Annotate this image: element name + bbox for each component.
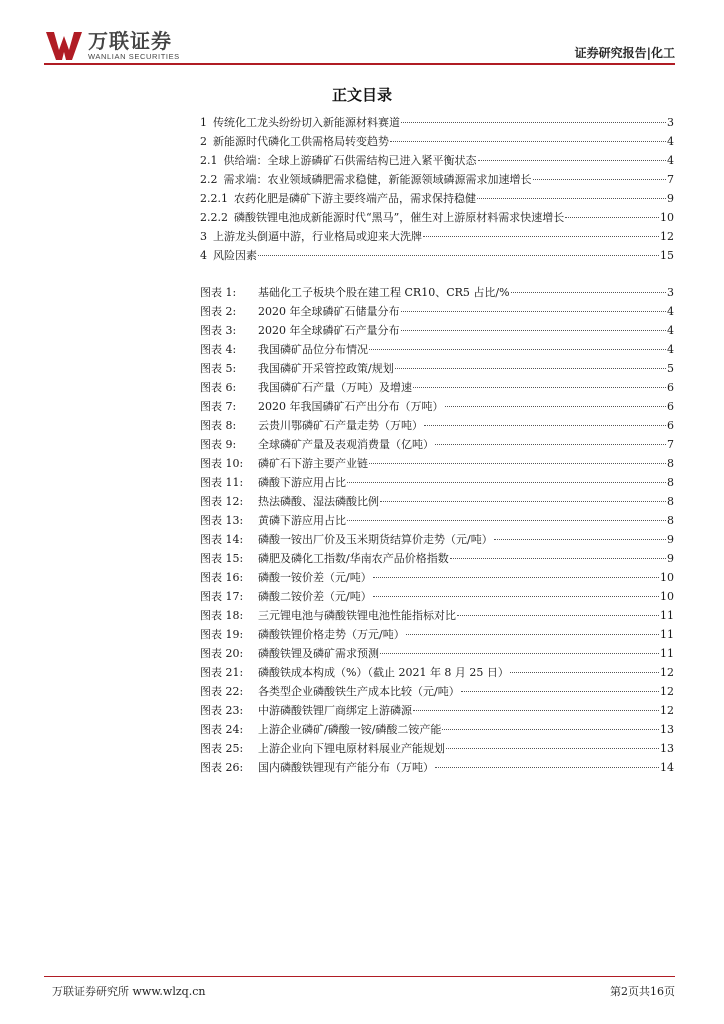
leader-dots xyxy=(435,767,659,768)
leader-dots xyxy=(477,198,666,199)
figure-entry[interactable] xyxy=(200,549,674,569)
figure-title: 2020 年全球磷矿石储量分布 xyxy=(258,305,400,318)
footer-source: 万联证券研究所 www.wlzq.cn xyxy=(52,985,206,998)
figure-entry[interactable] xyxy=(200,378,674,398)
figure-title: 磷酸一铵出厂价及玉米期货结算价走势（元/吨） xyxy=(258,533,493,546)
figure-entry[interactable] xyxy=(200,644,674,664)
company-logo xyxy=(44,28,180,62)
figure-entry[interactable] xyxy=(200,682,674,702)
page-number: 8 xyxy=(667,457,674,470)
leader-dots xyxy=(511,292,666,293)
header-divider xyxy=(44,63,675,65)
page-number: 8 xyxy=(667,476,674,489)
figure-label: 图表 5: xyxy=(200,362,237,375)
leader-dots xyxy=(565,217,659,218)
figure-title: 热法磷酸、湿法磷酸比例 xyxy=(258,495,379,508)
page-number: 7 xyxy=(667,438,674,451)
page-number: 4 xyxy=(667,135,674,148)
toc-entry[interactable] xyxy=(200,151,674,171)
page-number: 11 xyxy=(660,609,674,622)
figure-entry[interactable] xyxy=(200,701,674,721)
figure-title: 我国磷矿石产量（万吨）及增速 xyxy=(258,381,412,394)
leader-dots xyxy=(533,179,667,180)
figure-entry[interactable] xyxy=(200,321,674,341)
toc-entry[interactable] xyxy=(200,189,674,209)
leader-dots xyxy=(369,463,666,464)
figure-label: 图表 17: xyxy=(200,590,244,603)
figure-title: 磷酸铁成本构成（%）（截止 2021 年 8 月 25 日） xyxy=(258,666,509,679)
figure-label: 图表 4: xyxy=(200,343,237,356)
logo-chinese-name: 万联证券 xyxy=(88,28,172,53)
leader-dots xyxy=(478,160,667,161)
section-title: 农药化肥是磷矿下游主要终端产品，需求保持稳健 xyxy=(234,192,476,205)
section-title: 上游龙头倒逼中游，行业格局或迎来大洗牌 xyxy=(213,230,422,243)
figure-title: 磷肥及磷化工指数/华南农产品价格指数 xyxy=(258,552,449,565)
leader-dots xyxy=(413,710,659,711)
leader-dots xyxy=(373,596,659,597)
leader-dots xyxy=(424,425,666,426)
figure-entry[interactable] xyxy=(200,359,674,379)
figure-entry[interactable] xyxy=(200,625,674,645)
leader-dots xyxy=(347,520,666,521)
page-header xyxy=(0,0,724,70)
figure-title: 各类型企业磷酸铁生产成本比较（元/吨） xyxy=(258,685,460,698)
figure-title: 三元锂电池与磷酸铁锂电池性能指标对比 xyxy=(258,609,456,622)
figure-label: 图表 22: xyxy=(200,685,244,698)
figure-entry[interactable] xyxy=(200,435,674,455)
toc-entry[interactable] xyxy=(200,208,674,228)
figure-label: 图表 12: xyxy=(200,495,244,508)
figure-entry[interactable] xyxy=(200,720,674,740)
page-number: 3 xyxy=(667,116,674,129)
page-number: 13 xyxy=(660,723,674,736)
footer-page-count: 第2页共16页 xyxy=(610,985,675,998)
figure-label: 图表 7: xyxy=(200,400,237,413)
page-number: 6 xyxy=(667,381,674,394)
toc-entry[interactable] xyxy=(200,246,674,266)
figure-entry[interactable] xyxy=(200,397,674,417)
leader-dots xyxy=(446,748,659,749)
leader-dots xyxy=(435,444,666,445)
logo-english-name: WANLIAN SECURITIES xyxy=(88,51,180,61)
figure-label: 图表 16: xyxy=(200,571,244,584)
figure-title: 2020 年全球磷矿石产量分布 xyxy=(258,324,400,337)
figure-label: 图表 3: xyxy=(200,324,237,337)
page-number: 15 xyxy=(660,249,674,262)
section-title: 磷酸铁锂电池成新能源时代“黑马”，催生对上游原材料需求快速增长 xyxy=(234,211,565,224)
leader-dots xyxy=(413,387,666,388)
figure-entry[interactable] xyxy=(200,454,674,474)
section-number: 2.2.2 xyxy=(200,211,228,224)
figure-label: 图表 19: xyxy=(200,628,244,641)
figure-title: 磷酸铁锂及磷矿需求预测 xyxy=(258,647,379,660)
section-number: 4 xyxy=(200,249,207,262)
figure-entry[interactable] xyxy=(200,587,674,607)
leader-dots xyxy=(442,729,659,730)
page-number: 9 xyxy=(667,533,674,546)
leader-dots xyxy=(369,349,666,350)
page-number: 4 xyxy=(667,324,674,337)
leader-dots xyxy=(406,634,659,635)
page-number: 4 xyxy=(667,154,674,167)
figure-entry[interactable] xyxy=(200,568,674,588)
figure-entry[interactable] xyxy=(200,758,674,778)
leader-dots xyxy=(401,311,667,312)
figure-title: 2020 年我国磷矿石产出分布（万吨） xyxy=(258,400,444,413)
figure-title: 我国磷矿品位分布情况 xyxy=(258,343,368,356)
figure-title: 黄磷下游应用占比 xyxy=(258,514,346,527)
figure-label: 图表 11: xyxy=(200,476,244,489)
page-number: 9 xyxy=(667,552,674,565)
figure-title: 磷酸下游应用占比 xyxy=(258,476,346,489)
figure-label: 图表 20: xyxy=(200,647,244,660)
page-number: 11 xyxy=(660,628,674,641)
page-number: 8 xyxy=(667,514,674,527)
page-number: 7 xyxy=(667,173,674,186)
figure-title: 全球磷矿产量及表观消费量（亿吨） xyxy=(258,438,434,451)
page-number: 11 xyxy=(660,647,674,660)
figure-entry[interactable] xyxy=(200,302,674,322)
section-number: 2.2.1 xyxy=(200,192,228,205)
leader-dots xyxy=(450,558,666,559)
figure-label: 图表 1: xyxy=(200,286,237,299)
figure-title: 磷酸一铵价差（元/吨） xyxy=(258,571,372,584)
page-number: 10 xyxy=(660,571,674,584)
figure-label: 图表 6: xyxy=(200,381,237,394)
page-number: 3 xyxy=(667,286,674,299)
figure-entry[interactable] xyxy=(200,530,674,550)
section-title: 新能源时代磷化工供需格局转变趋势 xyxy=(213,135,389,148)
page-number: 6 xyxy=(667,419,674,432)
toc-entry[interactable] xyxy=(200,170,674,190)
figure-entry[interactable] xyxy=(200,739,674,759)
page-number: 13 xyxy=(660,742,674,755)
figure-title: 磷酸二铵价差（元/吨） xyxy=(258,590,372,603)
figure-title: 磷酸铁锂价格走势（万元/吨） xyxy=(258,628,405,641)
page-number: 12 xyxy=(660,685,674,698)
figure-entry[interactable] xyxy=(200,473,674,493)
leader-dots xyxy=(457,615,659,616)
section-number: 1 xyxy=(200,116,207,129)
figure-entry[interactable] xyxy=(200,416,674,436)
leader-dots xyxy=(461,691,659,692)
figure-entry[interactable] xyxy=(200,340,674,360)
page-number: 10 xyxy=(660,211,674,224)
report-type: 证券研究报告|化工 xyxy=(574,46,675,60)
page-number: 8 xyxy=(667,495,674,508)
figure-label: 图表 13: xyxy=(200,514,244,527)
figure-title: 基础化工子板块个股在建工程 CR10、CR5 占比/% xyxy=(258,286,510,299)
section-number: 3 xyxy=(200,230,207,243)
leader-dots xyxy=(390,141,666,142)
figure-title: 云贵川鄂磷矿石产量走势（万吨） xyxy=(258,419,423,432)
figure-label: 图表 26: xyxy=(200,761,244,774)
leader-dots xyxy=(380,653,659,654)
toc-title: 正文目录 xyxy=(331,86,392,104)
page-number: 9 xyxy=(667,192,674,205)
section-number: 2.1 xyxy=(200,154,218,167)
figure-label: 图表 2: xyxy=(200,305,237,318)
figure-entry[interactable] xyxy=(200,663,674,683)
figure-title: 中游磷酸铁锂厂商绑定上游磷源 xyxy=(258,704,412,717)
leader-dots xyxy=(423,236,659,237)
page-number: 14 xyxy=(660,761,674,774)
leader-dots xyxy=(510,672,659,673)
section-title: 需求端：农业领域磷肥需求稳健，新能源领域磷源需求加速增长 xyxy=(223,173,532,186)
figure-label: 图表 21: xyxy=(200,666,244,679)
figure-title: 上游企业向下锂电原材料展业产能规划 xyxy=(258,742,445,755)
wanlian-logo-icon xyxy=(44,28,84,62)
page-number: 10 xyxy=(660,590,674,603)
leader-dots xyxy=(258,255,659,256)
figure-entry[interactable] xyxy=(200,511,674,531)
figure-label: 图表 10: xyxy=(200,457,244,470)
leader-dots xyxy=(373,577,659,578)
toc-entry[interactable] xyxy=(200,113,674,133)
figure-entry[interactable] xyxy=(200,606,674,626)
leader-dots xyxy=(347,482,666,483)
section-title: 供给端：全球上游磷矿石供需结构已进入紧平衡状态 xyxy=(223,154,477,167)
leader-dots xyxy=(380,501,666,502)
page-number: 12 xyxy=(660,230,674,243)
figure-label: 图表 18: xyxy=(200,609,244,622)
toc-entry[interactable] xyxy=(200,132,674,152)
figure-title: 国内磷酸铁锂现有产能分布（万吨） xyxy=(258,761,434,774)
figure-title: 上游企业磷矿/磷酸一铵/磷酸二铵产能 xyxy=(258,723,442,736)
figure-label: 图表 8: xyxy=(200,419,237,432)
figure-label: 图表 24: xyxy=(200,723,244,736)
figure-title: 我国磷矿开采管控政策/规划 xyxy=(258,362,394,375)
figure-entry[interactable] xyxy=(200,492,674,512)
page-number: 5 xyxy=(667,362,674,375)
section-title: 风险因素 xyxy=(213,249,257,262)
page-number: 12 xyxy=(660,704,674,717)
figure-label: 图表 23: xyxy=(200,704,244,717)
footer-divider xyxy=(44,976,675,977)
page-number: 4 xyxy=(667,343,674,356)
page-number: 12 xyxy=(660,666,674,679)
leader-dots xyxy=(494,539,666,540)
leader-dots xyxy=(401,330,667,331)
toc-entry[interactable] xyxy=(200,227,674,247)
page-number: 4 xyxy=(667,305,674,318)
section-number: 2.2 xyxy=(200,173,218,186)
leader-dots xyxy=(395,368,666,369)
figure-label: 图表 9: xyxy=(200,438,237,451)
page-number: 6 xyxy=(667,400,674,413)
leader-dots xyxy=(445,406,667,407)
section-title: 传统化工龙头纷纷切入新能源材料赛道 xyxy=(213,116,400,129)
figure-entry[interactable] xyxy=(200,283,674,303)
section-number: 2 xyxy=(200,135,207,148)
leader-dots xyxy=(401,122,666,123)
figure-label: 图表 15: xyxy=(200,552,244,565)
figure-label: 图表 25: xyxy=(200,742,244,755)
figure-label: 图表 14: xyxy=(200,533,244,546)
figure-title: 磷矿石下游主要产业链 xyxy=(258,457,368,470)
